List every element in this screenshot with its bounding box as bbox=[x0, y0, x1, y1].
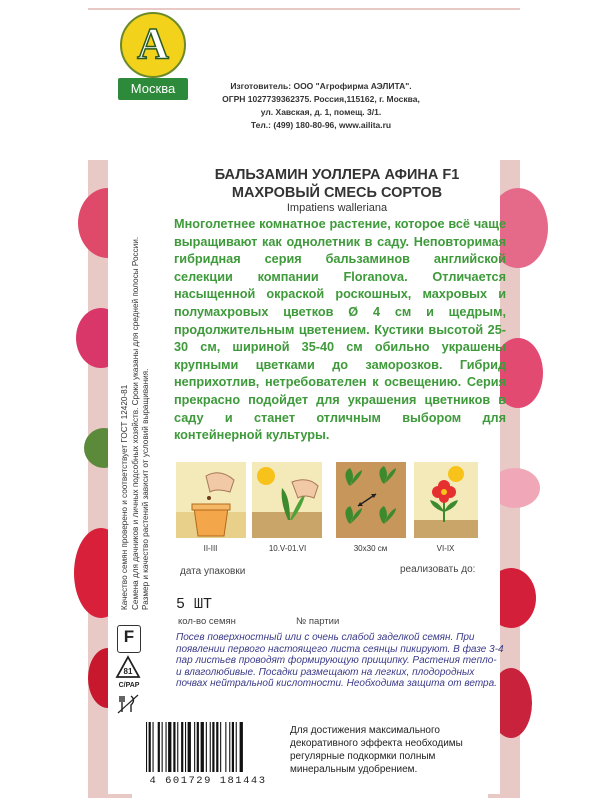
logo-city-label: Москва bbox=[118, 78, 188, 100]
logo-letter: А bbox=[137, 19, 169, 68]
lot-number-label: № партии bbox=[296, 616, 340, 627]
maker-line-4: Тел.: (499) 180-80-96, www.ailita.ru bbox=[250, 120, 392, 130]
f-certification-icon: F bbox=[117, 625, 141, 653]
planting-seedling-icon bbox=[252, 462, 322, 538]
side-vertical-text bbox=[120, 210, 152, 610]
vertical-line-2: Семена для дачников и личных подсобных хозяйств. Сроки указаны для средней полосы России. bbox=[130, 236, 140, 610]
seed-count-label: кол-во семян bbox=[178, 616, 236, 627]
sowing-instructions: Посев поверхностный или с очень слабой заделкой семян. При появлении первого настоящего листа сеянцы пикируют. В фазе 3-4 пар листьев проводят формирующую прищипку. Растения тепло- и влаголюбивые. Посадки размещают на легких, плодородных почвах нейтральной кислотности. Необходима защита от ветра. bbox=[176, 632, 504, 690]
barcode-icon bbox=[144, 722, 278, 772]
step-label-2: 10.V-01.VI bbox=[268, 544, 307, 553]
maker-line-2: ОГРН 1027739362375. Россия,115162, г. Москва, bbox=[222, 94, 420, 104]
packing-date-label: дата упаковки bbox=[180, 566, 246, 577]
sowing-pot-icon bbox=[176, 462, 246, 538]
title-line-2: МАХРОВЫЙ СМЕСЬ СОРТОВ bbox=[231, 185, 443, 201]
barcode-digits: 4 601729 181443 bbox=[149, 775, 267, 787]
recycle-number: 81 bbox=[123, 667, 133, 676]
food-safe-icon bbox=[117, 694, 139, 714]
maker-line-3: ул. Хавская, д. 1, помещ. 3/1. bbox=[260, 107, 382, 117]
brand-logo bbox=[118, 12, 188, 96]
recycle-icon bbox=[114, 655, 142, 681]
manufacturer-info bbox=[196, 80, 446, 132]
step-label-1: II-III bbox=[203, 544, 218, 553]
step-label-3: 30x30 см bbox=[353, 544, 388, 553]
vertical-line-1: Качество семян проверено и соответствует ГОСТ 12420-81 bbox=[120, 384, 129, 610]
product-title bbox=[172, 166, 502, 202]
fertilizer-advice: Для достижения максимального декоративного эффекта необходимы регулярные подкормки полным минеральным удобрением. bbox=[290, 725, 463, 775]
vertical-line-3: Размер и качество растений зависит от условий выращивания. bbox=[141, 368, 150, 610]
plant-spacing-icon bbox=[336, 462, 406, 538]
sell-by-label: реализовать до: bbox=[400, 564, 476, 575]
seed-count: 5 ШТ bbox=[176, 596, 213, 613]
title-line-1: БАЛЬЗАМИН УОЛЛЕРА АФИНА F1 bbox=[214, 167, 460, 183]
step-label-4: VI-IX bbox=[436, 544, 455, 553]
recycle-label: C/PAP bbox=[118, 682, 140, 689]
product-description: Многолетнее комнатное растение, которое всё чаще выращивают как однолетник в саду. Неповторимая гибридная серия бальзаминов английской селекции компании Floranova. Отличается насыщенной окраской роскошных, махровых и полумахровых цветков Ø 4 см и щедрым, продолжительным цветением. Кустики высотой 25-30 см, шириной 35-40 см обильно украшены крупными цветками до заморозков. Гибрид неприхотлив, нетребователен к освещению. Серия прекрасно подойдет для украшения цветников в саду и станет отличным выбором для контейнерной культуры. bbox=[174, 217, 506, 443]
latin-name: Impatiens walleriana bbox=[286, 202, 388, 214]
flowering-icon bbox=[414, 462, 484, 538]
maker-line-1: Изготовитель: ООО "Агрофирма АЭЛИТА". bbox=[230, 81, 412, 91]
